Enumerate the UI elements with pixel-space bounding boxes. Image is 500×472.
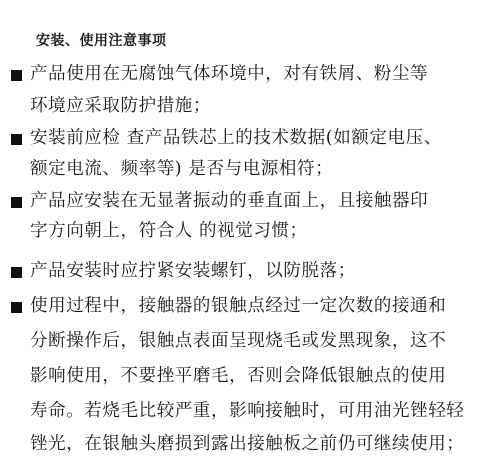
item-1-line-1: 产品使用在无腐蚀气体环境中，对有铁屑、粉尘等 xyxy=(30,64,429,84)
item-1-line-2: 环境应采取防护措施； xyxy=(30,96,211,116)
bullet-square-icon xyxy=(11,134,22,145)
item-5-line-4: 寿命。若烧毛比较严重，影响接触时，可用油光锉轻轻 xyxy=(30,401,465,421)
bullet-square-icon xyxy=(11,70,22,81)
bullet-square-icon xyxy=(11,197,22,208)
item-5-line-1: 使用过程中，接触器的银触点经过一定次数的接通和 xyxy=(30,296,447,316)
bullet-square-icon xyxy=(11,267,22,278)
item-3-line-2: 字方向朝上，符合人 的视觉习惯； xyxy=(30,221,308,241)
item-4-line-1: 产品安装时应拧紧安装螺钉，以防脱落； xyxy=(30,261,356,281)
item-2-line-1: 安装前应检 查产品铁芯上的技术数据(如额定电压、 xyxy=(30,128,442,148)
item-5-line-2: 分断操作后，银触点表面呈现烧毛或发黑现象，这不 xyxy=(30,331,447,351)
item-5-line-3: 影响使用，不要挫平磨毛，否则会降低银触点的使用 xyxy=(30,366,447,386)
item-5-line-5: 锉光，在银触头磨损到露出接触板之前仍可继续使用； xyxy=(30,434,465,454)
bullet-square-icon xyxy=(11,302,22,313)
item-2-line-2: 额定电流、频率等) 是否与电源相符； xyxy=(30,159,334,179)
item-3-line-1: 产品应安装在无显著振动的垂直面上，且接触器印 xyxy=(30,191,429,211)
section-heading: 安装、使用注意事项 xyxy=(36,33,167,49)
